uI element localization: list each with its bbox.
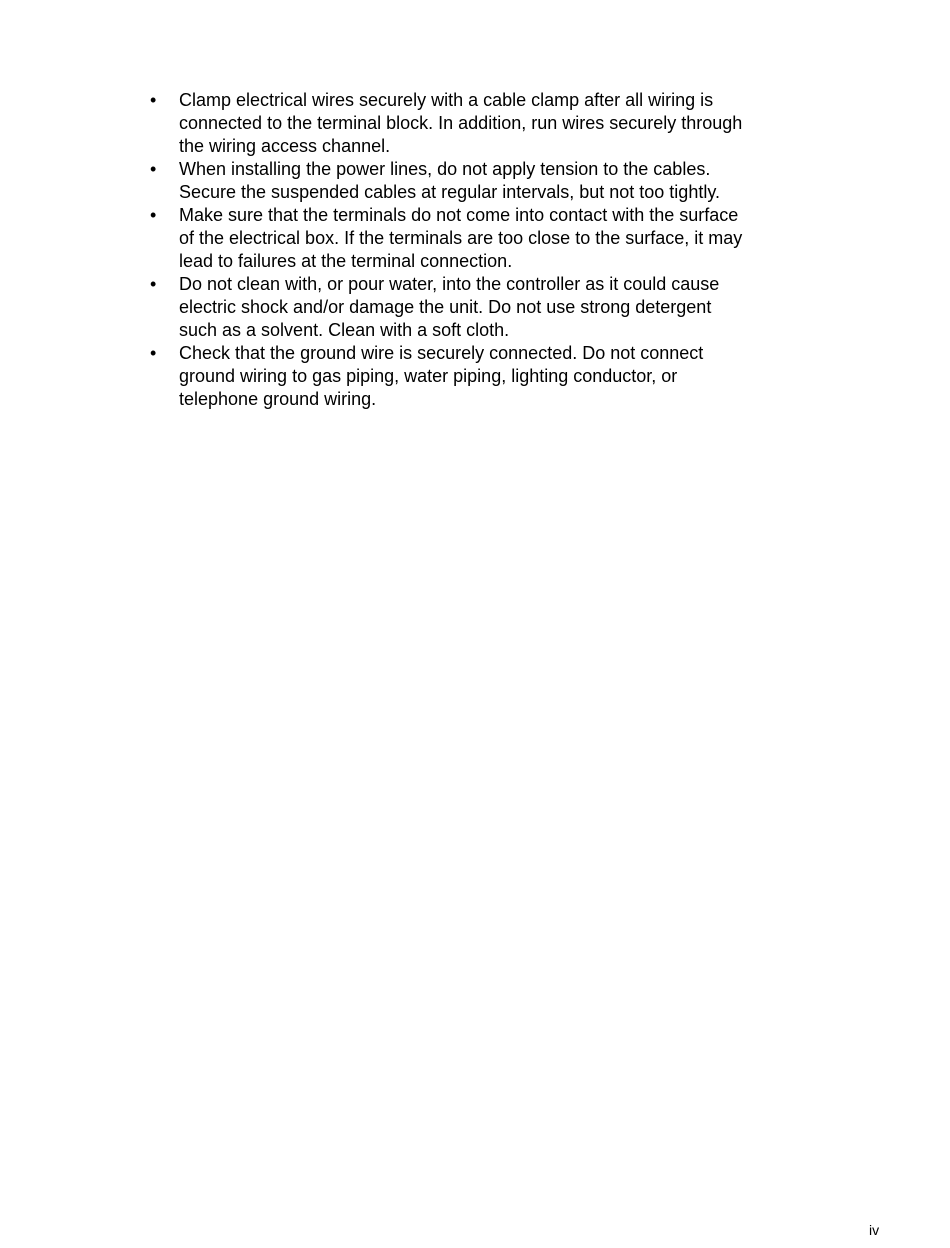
page-number: iv <box>869 1222 880 1238</box>
safety-bullet-list <box>150 89 810 411</box>
list-item <box>150 89 810 158</box>
list-item-text: Do not clean with, or pour water, into the controller as it could cause electric shock and/or damage the unit. Do not use strong detergent such as a solvent. Clean with a soft cloth. <box>179 274 720 340</box>
bullet-icon: • <box>150 205 157 225</box>
list-item-text: Clamp electrical wires securely with a cable clamp after all wiring is connected to the terminal block. In addition, run wires securely through the wiring access channel. <box>179 90 743 156</box>
bullet-icon: • <box>150 159 157 179</box>
list-item <box>150 158 810 204</box>
list-item <box>150 342 810 411</box>
list-item-text: When installing the power lines, do not apply tension to the cables. Secure the suspended cables at regular intervals, but not too tightly. <box>179 159 720 202</box>
bullet-icon: • <box>150 343 157 363</box>
bullet-icon: • <box>150 274 157 294</box>
list-item <box>150 273 810 342</box>
list-item <box>150 204 810 273</box>
bullet-icon: • <box>150 90 157 110</box>
list-item-text: Check that the ground wire is securely connected. Do not connect ground wiring to gas piping, water piping, lighting conductor, or telephone ground wiring. <box>179 343 704 409</box>
list-item-text: Make sure that the terminals do not come into contact with the surface of the electrical box. If the terminals are too close to the surface, it may lead to failures at the terminal connection. <box>179 205 743 271</box>
